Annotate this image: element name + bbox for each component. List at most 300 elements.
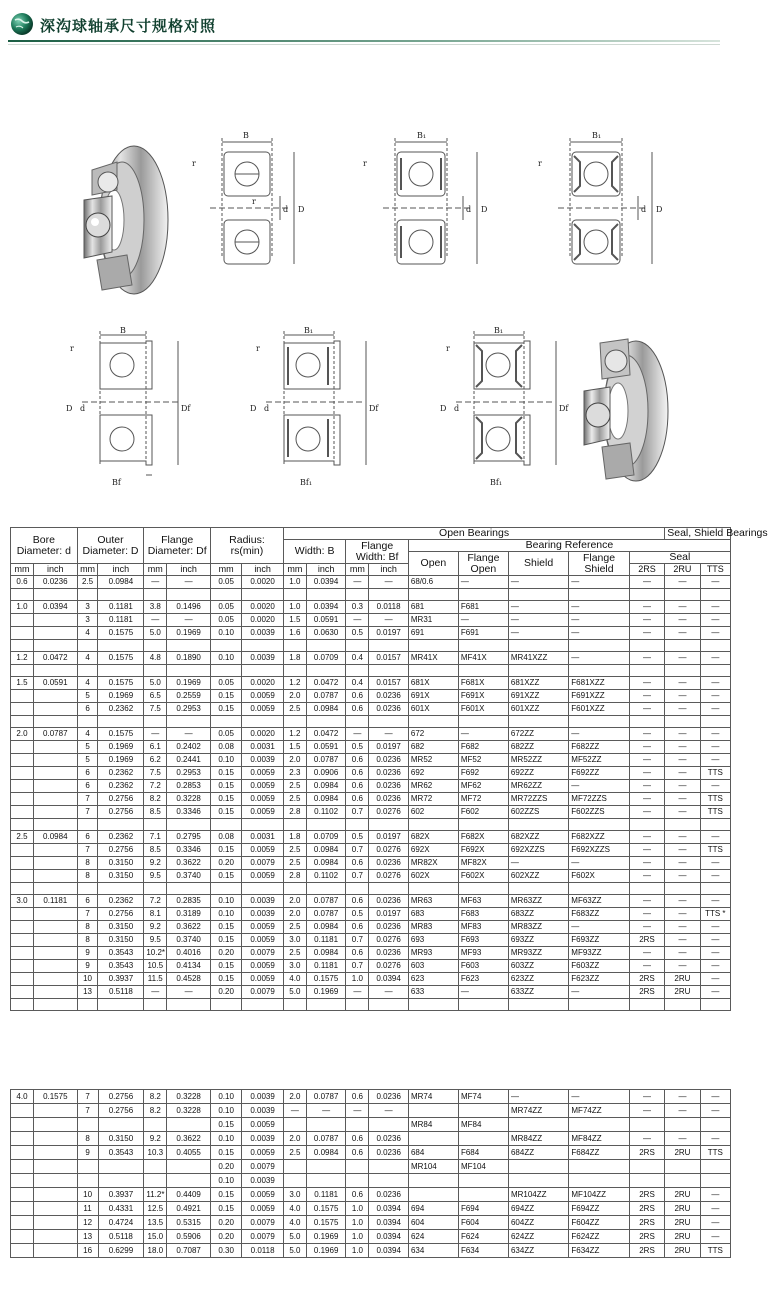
table-cell: 0.6 bbox=[11, 576, 34, 589]
table-cell: — bbox=[665, 780, 700, 793]
table-cell: 623 bbox=[408, 973, 458, 986]
table-cell bbox=[33, 1160, 77, 1174]
table-cell bbox=[508, 1160, 568, 1174]
table-cell: 1.0 bbox=[11, 601, 34, 614]
table-cell: 0.0059 bbox=[242, 703, 284, 716]
table-cell bbox=[11, 627, 34, 640]
table-cell bbox=[700, 1174, 730, 1188]
table-cell: 0.0472 bbox=[306, 677, 346, 690]
table-cell: 0.2402 bbox=[167, 741, 211, 754]
table-cell: 0.2756 bbox=[98, 908, 144, 921]
table-cell bbox=[33, 908, 77, 921]
table-cell bbox=[98, 640, 144, 652]
table-cell bbox=[33, 1132, 77, 1146]
table-cell bbox=[33, 1104, 77, 1118]
table-cell bbox=[144, 716, 167, 728]
table-cell bbox=[33, 857, 77, 870]
table-cell: 8.5 bbox=[144, 806, 167, 819]
table-cell: 0.3937 bbox=[98, 973, 144, 986]
table-cell: 0.0079 bbox=[242, 857, 284, 870]
table-cell: 0.0059 bbox=[242, 793, 284, 806]
table-cell bbox=[11, 844, 34, 857]
table-cell: 0.0591 bbox=[306, 614, 346, 627]
table-cell: MF63ZZ bbox=[569, 895, 629, 908]
table-cell: 0.6 bbox=[346, 921, 369, 934]
table-cell bbox=[33, 627, 77, 640]
table-cell: 6 bbox=[77, 703, 98, 716]
table-cell: 0.20 bbox=[211, 1160, 242, 1174]
table-cell bbox=[665, 1174, 700, 1188]
table-cell bbox=[144, 640, 167, 652]
table-cell: 681XZZ bbox=[508, 677, 568, 690]
table-cell bbox=[369, 640, 409, 652]
table-cell: 0.0059 bbox=[242, 690, 284, 703]
table-cell: 5.0 bbox=[283, 1244, 306, 1258]
table-cell: F681XZZ bbox=[569, 677, 629, 690]
table-cell: — bbox=[700, 780, 730, 793]
table-cell bbox=[242, 883, 284, 895]
table-cell: 0.15 bbox=[211, 806, 242, 819]
table-cell: 0.0039 bbox=[242, 1090, 284, 1104]
globe-logo-icon bbox=[10, 12, 34, 36]
table-cell bbox=[77, 999, 98, 1011]
table-cell: 5.0 bbox=[283, 986, 306, 999]
table-cell: 4 bbox=[77, 627, 98, 640]
table-cell bbox=[33, 1216, 77, 1230]
table-cell: — bbox=[569, 780, 629, 793]
table-cell: 603 bbox=[408, 960, 458, 973]
table-cell: TTS bbox=[700, 1244, 730, 1258]
table-cell: 10 bbox=[77, 973, 98, 986]
table-cell: 0.5 bbox=[346, 831, 369, 844]
table-cell: 0.0059 bbox=[242, 1146, 284, 1160]
table-cell: 0.7 bbox=[346, 870, 369, 883]
table-cell: 0.0059 bbox=[242, 960, 284, 973]
table-cell: — bbox=[665, 677, 700, 690]
table-cell: — bbox=[700, 754, 730, 767]
table-cell bbox=[508, 819, 568, 831]
table-cell bbox=[242, 819, 284, 831]
table-cell: 2RU bbox=[665, 1146, 700, 1160]
table-cell: F693 bbox=[458, 934, 508, 947]
table-cell: 0.2756 bbox=[98, 793, 144, 806]
table-cell: 681 bbox=[408, 601, 458, 614]
label-r: r bbox=[192, 159, 196, 168]
table-cell: — bbox=[700, 1202, 730, 1216]
table-cell bbox=[11, 1188, 34, 1202]
table-cell: 0.0059 bbox=[242, 780, 284, 793]
table-cell bbox=[33, 883, 77, 895]
table-cell: 684ZZ bbox=[508, 1146, 568, 1160]
table-cell bbox=[144, 1118, 167, 1132]
table-cell: 0.3740 bbox=[167, 870, 211, 883]
table-cell: 0.6 bbox=[346, 857, 369, 870]
table-cell: 4.8 bbox=[144, 652, 167, 665]
table-cell bbox=[700, 819, 730, 831]
table-cell: — bbox=[629, 754, 665, 767]
table-cell: 0.1575 bbox=[98, 728, 144, 741]
table-cell: 0.3228 bbox=[167, 793, 211, 806]
table-cell: 6.2 bbox=[144, 754, 167, 767]
table-cell: 2.0 bbox=[11, 728, 34, 741]
table-cell: 0.10 bbox=[211, 754, 242, 767]
label-r: r bbox=[363, 159, 367, 168]
table-cell: MF93 bbox=[458, 947, 508, 960]
table-cell: MF83 bbox=[458, 921, 508, 934]
table-cell bbox=[283, 883, 306, 895]
table-cell: 0.2953 bbox=[167, 703, 211, 716]
table-cell: 0.0236 bbox=[369, 857, 409, 870]
table-cell: 0.0079 bbox=[242, 1216, 284, 1230]
table-cell: 0.20 bbox=[211, 857, 242, 870]
table-cell: 0.6 bbox=[346, 1132, 369, 1146]
table-cell bbox=[458, 1104, 508, 1118]
table-cell: 9.5 bbox=[144, 934, 167, 947]
table-cell bbox=[11, 1174, 34, 1188]
table-cell: — bbox=[569, 986, 629, 999]
table-cell: MR31 bbox=[408, 614, 458, 627]
table-cell: TTS bbox=[700, 806, 730, 819]
table-cell: 0.0197 bbox=[369, 908, 409, 921]
table-cell: 0.0197 bbox=[369, 831, 409, 844]
table-cell: — bbox=[569, 857, 629, 870]
table-cell: 2.5 bbox=[283, 947, 306, 960]
table-cell: — bbox=[569, 1090, 629, 1104]
table-cell: 2.5 bbox=[283, 1146, 306, 1160]
label-d: d bbox=[454, 404, 460, 413]
table-cell: 2.0 bbox=[283, 754, 306, 767]
table-cell: 0.0197 bbox=[369, 741, 409, 754]
table-row bbox=[11, 870, 731, 883]
header-outer: Outer Diameter: D bbox=[77, 528, 144, 564]
table-cell: 682XZZ bbox=[508, 831, 568, 844]
table-cell: 0.5 bbox=[346, 741, 369, 754]
table-cell bbox=[283, 1174, 306, 1188]
table-cell: 0.0276 bbox=[369, 960, 409, 973]
table-cell bbox=[408, 665, 458, 677]
table-cell: 0.0984 bbox=[306, 844, 346, 857]
table-cell: 10.2* bbox=[144, 947, 167, 960]
table-cell: 0.3189 bbox=[167, 908, 211, 921]
table-cell bbox=[77, 819, 98, 831]
table-row bbox=[11, 741, 731, 754]
table-cell: 2.0 bbox=[283, 1090, 306, 1104]
table-cell: 0.15 bbox=[211, 1118, 242, 1132]
table-cell: 0.3543 bbox=[98, 1146, 144, 1160]
label-d: d bbox=[264, 404, 270, 413]
table-cell: 604 bbox=[408, 1216, 458, 1230]
table-cell: — bbox=[508, 627, 568, 640]
table-cell: 2RS bbox=[629, 986, 665, 999]
table-cell: — bbox=[629, 806, 665, 819]
table-cell: 0.1181 bbox=[306, 960, 346, 973]
table-cell: — bbox=[508, 601, 568, 614]
table-cell: — bbox=[629, 728, 665, 741]
table-cell bbox=[33, 741, 77, 754]
table-cell: MF41X bbox=[458, 652, 508, 665]
table-cell bbox=[11, 1160, 34, 1174]
table-cell: MR83ZZ bbox=[508, 921, 568, 934]
label-r: r bbox=[538, 159, 542, 168]
table-cell: 2RU bbox=[665, 1188, 700, 1202]
table-cell bbox=[33, 1244, 77, 1258]
table-cell bbox=[33, 960, 77, 973]
table-cell: 0.1969 bbox=[306, 1230, 346, 1244]
table-cell bbox=[33, 703, 77, 716]
table-cell: 0.2362 bbox=[98, 703, 144, 716]
table-cell: 0.3346 bbox=[167, 806, 211, 819]
table-row bbox=[11, 921, 731, 934]
bearing-table-body bbox=[11, 576, 731, 1011]
table-cell: 691XZZ bbox=[508, 690, 568, 703]
table-cell: — bbox=[700, 601, 730, 614]
table-cell bbox=[458, 589, 508, 601]
table-cell: — bbox=[306, 1104, 346, 1118]
table-cell: — bbox=[458, 614, 508, 627]
table-cell: 0.2756 bbox=[98, 1090, 144, 1104]
label-D: D bbox=[298, 205, 305, 214]
table-cell: 2RS bbox=[629, 1146, 664, 1160]
table-cell: — bbox=[665, 767, 700, 780]
table-cell: 0.5 bbox=[346, 908, 369, 921]
table-cell: — bbox=[665, 1132, 700, 1146]
table-cell bbox=[700, 1118, 730, 1132]
table-cell: 0.2362 bbox=[98, 767, 144, 780]
table-cell: 0.3150 bbox=[98, 857, 144, 870]
table-cell: — bbox=[665, 601, 700, 614]
unit-inch: inch bbox=[33, 564, 77, 576]
table-cell: — bbox=[458, 986, 508, 999]
table-cell bbox=[144, 883, 167, 895]
table-cell: 1.8 bbox=[283, 652, 306, 665]
table-cell: 0.1496 bbox=[167, 601, 211, 614]
table-cell: — bbox=[665, 728, 700, 741]
table-cell: 2RS bbox=[629, 1188, 664, 1202]
seal-tts: TTS bbox=[700, 564, 730, 576]
table-cell bbox=[458, 883, 508, 895]
table-cell bbox=[11, 986, 34, 999]
table-cell: MF84 bbox=[458, 1118, 508, 1132]
table-cell bbox=[408, 1174, 458, 1188]
table-cell bbox=[33, 793, 77, 806]
table-row bbox=[11, 754, 731, 767]
unit-inch: inch bbox=[369, 564, 409, 576]
table-cell bbox=[283, 665, 306, 677]
table-cell: — bbox=[665, 934, 700, 947]
table-cell: 0.15 bbox=[211, 844, 242, 857]
table-cell: 0.1102 bbox=[306, 870, 346, 883]
table-cell: 0.3622 bbox=[167, 1132, 211, 1146]
seal-2ru: 2RU bbox=[665, 564, 700, 576]
table-cell bbox=[211, 665, 242, 677]
table-cell: 7 bbox=[77, 1090, 98, 1104]
label-Df: Df bbox=[369, 404, 379, 413]
table-cell bbox=[665, 1160, 700, 1174]
table-cell: 0.0472 bbox=[306, 728, 346, 741]
table-cell: — bbox=[167, 576, 211, 589]
table-cell: 2RS bbox=[629, 934, 665, 947]
table-cell: 683 bbox=[408, 908, 458, 921]
table-cell: 0.3 bbox=[346, 601, 369, 614]
table-cell: 1.5 bbox=[283, 741, 306, 754]
table-cell: 18.0 bbox=[144, 1244, 167, 1258]
table-cell: F684ZZ bbox=[569, 1146, 629, 1160]
table-cell: 3.0 bbox=[283, 1188, 306, 1202]
table-cell bbox=[33, 780, 77, 793]
table-cell: — bbox=[629, 870, 665, 883]
table-cell: 691X bbox=[408, 690, 458, 703]
table-cell: 0.0984 bbox=[306, 703, 346, 716]
table-cell: 9 bbox=[77, 947, 98, 960]
table-cell: 0.05 bbox=[211, 728, 242, 741]
table-cell bbox=[629, 665, 665, 677]
table-cell: 6.5 bbox=[144, 690, 167, 703]
table-cell bbox=[569, 589, 629, 601]
unit-mm: mm bbox=[211, 564, 242, 576]
table-cell: 2RS bbox=[629, 1202, 664, 1216]
table-cell: 8.2 bbox=[144, 1104, 167, 1118]
table-cell: 602X bbox=[408, 870, 458, 883]
table-row bbox=[11, 1202, 731, 1216]
table-cell: 633 bbox=[408, 986, 458, 999]
table-cell bbox=[144, 589, 167, 601]
label-D: D bbox=[66, 404, 73, 413]
table-cell: 2.5 bbox=[283, 857, 306, 870]
table-cell: MR62ZZ bbox=[508, 780, 568, 793]
table-cell bbox=[700, 883, 730, 895]
table-cell: 2.3 bbox=[283, 767, 306, 780]
table-cell: 3 bbox=[77, 601, 98, 614]
table-cell bbox=[98, 883, 144, 895]
table-cell: F691 bbox=[458, 627, 508, 640]
table-cell bbox=[33, 986, 77, 999]
table-cell bbox=[11, 1202, 34, 1216]
table-cell: — bbox=[629, 1090, 664, 1104]
table-cell: 0.0394 bbox=[306, 576, 346, 589]
table-cell: 1.2 bbox=[11, 652, 34, 665]
table-cell: — bbox=[369, 614, 409, 627]
table-row bbox=[11, 1244, 731, 1258]
table-row bbox=[11, 973, 731, 986]
table-cell: — bbox=[508, 1090, 568, 1104]
table-cell: 0.0591 bbox=[306, 741, 346, 754]
table-cell: 0.2835 bbox=[167, 895, 211, 908]
table-cell: F623 bbox=[458, 973, 508, 986]
table-cell: 0.5118 bbox=[98, 1230, 144, 1244]
table-cell: 0.20 bbox=[211, 986, 242, 999]
label-r: r bbox=[446, 344, 450, 353]
table-cell: 634 bbox=[408, 1244, 458, 1258]
table-cell bbox=[408, 716, 458, 728]
header-bearing-reference: Bearing Reference bbox=[408, 540, 730, 552]
header-seal: Seal bbox=[629, 552, 730, 564]
table-cell: 0.1969 bbox=[98, 690, 144, 703]
table-cell: 0.0039 bbox=[242, 908, 284, 921]
table-cell: F692ZZ bbox=[569, 767, 629, 780]
table-cell: — bbox=[369, 1104, 409, 1118]
table-cell: 601X bbox=[408, 703, 458, 716]
table-cell: MF93ZZ bbox=[569, 947, 629, 960]
table-cell bbox=[569, 1118, 629, 1132]
table-cell bbox=[508, 1118, 568, 1132]
table-spacer-row bbox=[11, 883, 731, 895]
table-cell: 0.0591 bbox=[33, 677, 77, 690]
table-cell: MR82X bbox=[408, 857, 458, 870]
label-Bf1: Bf₁ bbox=[300, 478, 313, 487]
table-cell bbox=[283, 1160, 306, 1174]
table-cell: 8 bbox=[77, 921, 98, 934]
table-row bbox=[11, 908, 731, 921]
table-cell: 681X bbox=[408, 677, 458, 690]
table-cell: MR52 bbox=[408, 754, 458, 767]
table-cell: 0.1575 bbox=[306, 1202, 346, 1216]
table-cell bbox=[346, 1174, 369, 1188]
table-cell: 0.7 bbox=[346, 806, 369, 819]
table-cell: MR62 bbox=[408, 780, 458, 793]
table-cell bbox=[33, 1188, 77, 1202]
table-cell: F692X bbox=[458, 844, 508, 857]
table-cell: 0.0394 bbox=[369, 1202, 409, 1216]
table-cell: 0.15 bbox=[211, 870, 242, 883]
table-cell: 0.2362 bbox=[98, 895, 144, 908]
table-cell: 6.1 bbox=[144, 741, 167, 754]
table-cell bbox=[369, 1118, 409, 1132]
table-cell bbox=[306, 883, 346, 895]
table-cell: F681X bbox=[458, 677, 508, 690]
table-cell: 0.0059 bbox=[242, 806, 284, 819]
table-cell: 1.0 bbox=[346, 1244, 369, 1258]
table-cell: MR41XZZ bbox=[508, 652, 568, 665]
table-cell: 7.5 bbox=[144, 703, 167, 716]
table-cell: 2RU bbox=[665, 973, 700, 986]
table-cell: 0.6 bbox=[346, 780, 369, 793]
table-cell: — bbox=[569, 601, 629, 614]
table-cell: 692 bbox=[408, 767, 458, 780]
table-cell bbox=[77, 716, 98, 728]
table-cell bbox=[369, 883, 409, 895]
table-cell: 3.0 bbox=[283, 934, 306, 947]
table-cell bbox=[458, 716, 508, 728]
table-cell bbox=[508, 665, 568, 677]
table-cell: MR63ZZ bbox=[508, 895, 568, 908]
table-cell: 693ZZ bbox=[508, 934, 568, 947]
table-cell: 0.0394 bbox=[33, 601, 77, 614]
table-cell: 0.10 bbox=[211, 908, 242, 921]
table-cell bbox=[33, 754, 77, 767]
table-cell: — bbox=[665, 703, 700, 716]
table-cell: 0.3346 bbox=[167, 844, 211, 857]
label-d: d bbox=[466, 205, 472, 214]
table-cell: F681 bbox=[458, 601, 508, 614]
table-cell: — bbox=[629, 703, 665, 716]
table-cell: F634ZZ bbox=[569, 1244, 629, 1258]
table-cell: 0.15 bbox=[211, 1188, 242, 1202]
table-cell: 0.0079 bbox=[242, 947, 284, 960]
table-cell: 0.1181 bbox=[306, 934, 346, 947]
table-cell bbox=[346, 1118, 369, 1132]
table-cell: 2RU bbox=[665, 1202, 700, 1216]
bearing-table-body-continued bbox=[11, 1090, 731, 1258]
table-cell bbox=[33, 806, 77, 819]
table-cell: 0.08 bbox=[211, 741, 242, 754]
table-cell: 0.0236 bbox=[369, 793, 409, 806]
table-cell: — bbox=[369, 576, 409, 589]
table-spacer-row bbox=[11, 640, 731, 652]
table-cell: 692ZZ bbox=[508, 767, 568, 780]
table-row bbox=[11, 1216, 731, 1230]
label-d: d bbox=[80, 404, 86, 413]
table-cell: F682XZZ bbox=[569, 831, 629, 844]
